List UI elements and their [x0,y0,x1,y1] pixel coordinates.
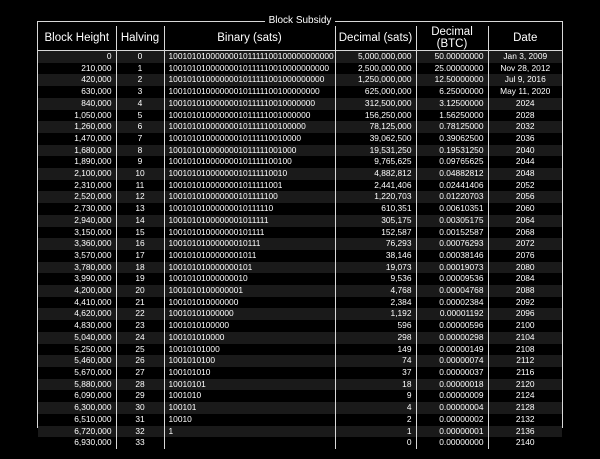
cell-decimal-sats: 1,220,703 [335,191,416,203]
cell-decimal-sats: 4 [335,402,416,414]
table-row [38,332,562,344]
cell-date: 2112 [488,355,562,367]
cell-decimal-btc: 0.00019073 [416,262,488,274]
cell-decimal-sats: 4,882,812 [335,168,416,180]
cell-halving: 26 [116,355,164,367]
cell-block-height: 1,890,000 [38,156,116,168]
cell-date: 2032 [488,121,562,133]
cell-halving: 3 [116,86,164,98]
cell-decimal-sats: 9,536 [335,273,416,285]
cell-halving: 23 [116,320,164,332]
table-row [38,98,562,110]
cell-block-height: 4,200,000 [38,285,116,297]
table-row [38,285,562,297]
table-row [38,250,562,262]
cell-date: Jan 3, 2009 [488,51,562,63]
table-row [38,355,562,367]
cell-decimal-btc: 25.00000000 [416,63,488,75]
cell-decimal-sats: 625,000,000 [335,86,416,98]
cell-binary-sats: 10010101000000010111110 [164,203,335,215]
cell-binary-sats: 10010101000 [164,344,335,356]
cell-block-height: 4,620,000 [38,308,116,320]
cell-halving: 27 [116,367,164,379]
cell-decimal-btc: 0.00000596 [416,320,488,332]
cell-decimal-btc: 0.09765625 [416,156,488,168]
cell-decimal-btc: 0.19531250 [416,145,488,157]
table-row [38,156,562,168]
cell-decimal-btc: 0.00000037 [416,367,488,379]
table-row [38,308,562,320]
cell-date: 2056 [488,191,562,203]
cell-binary-sats: 100101010000000 [164,297,335,309]
cell-halving: 2 [116,74,164,86]
cell-block-height: 3,150,000 [38,227,116,239]
cell-decimal-btc: 0.39062500 [416,133,488,145]
cell-halving: 9 [116,156,164,168]
cell-decimal-btc: 0.00004768 [416,285,488,297]
cell-date: 2088 [488,285,562,297]
table-title: Block Subsidy [265,15,336,26]
cell-decimal-sats: 152,587 [335,227,416,239]
cell-binary-sats: 100101010000000101 [164,262,335,274]
cell-binary-sats [164,437,335,449]
cell-decimal-sats: 610,351 [335,203,416,215]
cell-decimal-sats: 1,250,000,000 [335,74,416,86]
cell-decimal-sats: 156,250,000 [335,110,416,122]
cell-halving: 12 [116,191,164,203]
table-row [38,227,562,239]
cell-decimal-btc: 0.00009536 [416,273,488,285]
column-header-block-height: Block Height [38,26,116,51]
table-row [38,168,562,180]
cell-date: 2072 [488,238,562,250]
cell-block-height: 2,310,000 [38,180,116,192]
table-row [38,133,562,145]
cell-binary-sats: 10010101000000010 [164,273,335,285]
cell-decimal-btc: 0.00000074 [416,355,488,367]
cell-decimal-sats: 2,500,000,000 [335,63,416,75]
cell-block-height: 2,940,000 [38,215,116,227]
table-row [38,297,562,309]
cell-block-height: 1,260,000 [38,121,116,133]
cell-block-height: 840,000 [38,98,116,110]
cell-halving: 0 [116,51,164,63]
cell-halving: 1 [116,63,164,75]
cell-binary-sats: 1001010100000001011111001000000000 [164,74,335,86]
cell-decimal-btc: 0.00000004 [416,402,488,414]
cell-block-height: 2,100,000 [38,168,116,180]
cell-date: 2080 [488,262,562,274]
cell-binary-sats: 10010101 [164,379,335,391]
table-row [38,390,562,402]
cell-halving: 31 [116,414,164,426]
table-row [38,344,562,356]
cell-binary-sats: 1001010100000001011111 [164,215,335,227]
cell-date: Nov 28, 2012 [488,63,562,75]
cell-block-height: 6,720,000 [38,426,116,438]
table-row [38,262,562,274]
cell-date: 2120 [488,379,562,391]
cell-block-height: 2,730,000 [38,203,116,215]
cell-binary-sats: 10010101000000010111110010000 [164,133,335,145]
cell-decimal-sats: 9 [335,390,416,402]
table-row [38,51,562,63]
cell-binary-sats: 100101010000000101111100100000000000 [164,51,335,63]
cell-binary-sats: 10010101000000 [164,308,335,320]
cell-decimal-btc: 0.00002384 [416,297,488,309]
cell-decimal-sats: 18 [335,379,416,391]
cell-date: 2024 [488,98,562,110]
cell-date: 2116 [488,367,562,379]
table-row [38,180,562,192]
table-row [38,402,562,414]
cell-halving: 6 [116,121,164,133]
cell-block-height: 5,460,000 [38,355,116,367]
cell-decimal-btc: 12.50000000 [416,74,488,86]
column-header-date: Date [488,26,562,51]
cell-binary-sats: 10010101000000010111110010 [164,168,335,180]
table-row [38,238,562,250]
cell-block-height: 4,830,000 [38,320,116,332]
cell-date: 2108 [488,344,562,356]
cell-binary-sats: 1001010100000001011111001 [164,180,335,192]
cell-binary-sats: 10010101000000010111 [164,238,335,250]
cell-decimal-btc: 0.78125000 [416,121,488,133]
cell-halving: 18 [116,262,164,274]
cell-block-height: 420,000 [38,74,116,86]
cell-decimal-btc: 6.25000000 [416,86,488,98]
cell-binary-sats: 100101010 [164,367,335,379]
cell-binary-sats: 1001010100000001011111001000 [164,145,335,157]
cell-binary-sats: 100101010000000101111100100 [164,156,335,168]
block-subsidy-table [38,26,562,449]
cell-date: 2068 [488,227,562,239]
cell-decimal-btc: 1.56250000 [416,110,488,122]
cell-halving: 25 [116,344,164,356]
cell-decimal-btc: 0.00076293 [416,238,488,250]
cell-decimal-btc: 0.00152587 [416,227,488,239]
cell-block-height: 3,780,000 [38,262,116,274]
cell-halving: 14 [116,215,164,227]
cell-date: 2096 [488,308,562,320]
cell-date: 2128 [488,402,562,414]
cell-block-height: 6,090,000 [38,390,116,402]
cell-decimal-btc: 0.02441406 [416,180,488,192]
cell-decimal-sats: 76,293 [335,238,416,250]
cell-decimal-sats: 0 [335,437,416,449]
cell-binary-sats: 1001010100000001011 [164,250,335,262]
cell-decimal-sats: 1 [335,426,416,438]
cell-binary-sats: 100101010000000101111100100000 [164,121,335,133]
table-row [38,379,562,391]
cell-block-height: 3,570,000 [38,250,116,262]
cell-date: 2100 [488,320,562,332]
cell-decimal-sats: 37 [335,367,416,379]
cell-binary-sats: 10010101000000010111110010000000 [164,98,335,110]
cell-decimal-sats: 5,000,000,000 [335,51,416,63]
cell-halving: 28 [116,379,164,391]
cell-decimal-sats: 149 [335,344,416,356]
cell-halving: 7 [116,133,164,145]
cell-halving: 20 [116,285,164,297]
cell-date: 2076 [488,250,562,262]
cell-decimal-sats: 9,765,625 [335,156,416,168]
table-row [38,110,562,122]
cell-block-height: 6,510,000 [38,414,116,426]
cell-decimal-btc: 0.00000000 [416,437,488,449]
cell-decimal-btc: 0.04882812 [416,168,488,180]
column-header-halving: Halving [116,26,164,51]
table-row [38,273,562,285]
cell-binary-sats: 1001010100 [164,355,335,367]
cell-decimal-sats: 19,073 [335,262,416,274]
cell-binary-sats: 1001010100000001 [164,285,335,297]
cell-binary-sats: 1001010 [164,390,335,402]
cell-halving: 24 [116,332,164,344]
cell-binary-sats: 100101010000000101111100 [164,191,335,203]
cell-block-height: 3,990,000 [38,273,116,285]
cell-binary-sats: 1 [164,426,335,438]
cell-decimal-sats: 38,146 [335,250,416,262]
table-row [38,437,562,449]
cell-binary-sats: 10010 [164,414,335,426]
cell-block-height: 6,930,000 [38,437,116,449]
cell-date: 2084 [488,273,562,285]
cell-halving: 11 [116,180,164,192]
table-body [38,51,562,449]
cell-decimal-sats: 305,175 [335,215,416,227]
cell-date: 2136 [488,426,562,438]
cell-block-height: 630,000 [38,86,116,98]
cell-decimal-sats: 2,384 [335,297,416,309]
cell-decimal-btc: 0.00000002 [416,414,488,426]
cell-block-height: 2,520,000 [38,191,116,203]
cell-decimal-btc: 0.00305175 [416,215,488,227]
cell-block-height: 3,360,000 [38,238,116,250]
cell-decimal-btc: 0.00038146 [416,250,488,262]
cell-date: 2048 [488,168,562,180]
cell-decimal-btc: 0.00001192 [416,308,488,320]
cell-date: 2040 [488,145,562,157]
cell-binary-sats: 100101010000 [164,332,335,344]
cell-date: 2052 [488,180,562,192]
cell-binary-sats: 1001010100000 [164,320,335,332]
cell-decimal-sats: 39,062,500 [335,133,416,145]
cell-block-height: 1,680,000 [38,145,116,157]
cell-halving: 16 [116,238,164,250]
cell-date: 2036 [488,133,562,145]
cell-decimal-sats: 78,125,000 [335,121,416,133]
cell-date: 2028 [488,110,562,122]
table-row [38,414,562,426]
cell-date: 2104 [488,332,562,344]
table-row [38,74,562,86]
cell-block-height: 0 [38,51,116,63]
cell-decimal-sats: 298 [335,332,416,344]
cell-decimal-sats: 2 [335,414,416,426]
cell-decimal-btc: 0.01220703 [416,191,488,203]
table-row [38,215,562,227]
cell-halving: 4 [116,98,164,110]
cell-date: 2092 [488,297,562,309]
cell-date: 2132 [488,414,562,426]
cell-halving: 5 [116,110,164,122]
cell-binary-sats: 100101010000000101111 [164,227,335,239]
cell-binary-sats: 100101010000000101111100100000000 [164,86,335,98]
table-row [38,426,562,438]
cell-block-height: 5,880,000 [38,379,116,391]
table-row [38,145,562,157]
cell-block-height: 1,050,000 [38,110,116,122]
cell-halving: 22 [116,308,164,320]
cell-decimal-sats: 2,441,406 [335,180,416,192]
cell-halving: 30 [116,402,164,414]
cell-halving: 13 [116,203,164,215]
cell-halving: 33 [116,437,164,449]
cell-decimal-btc: 50.00000000 [416,51,488,63]
cell-halving: 19 [116,273,164,285]
cell-binary-sats: 1001010100000001011111001000000 [164,110,335,122]
cell-halving: 8 [116,145,164,157]
column-header-decimal-sats: Decimal (sats) [335,26,416,51]
table-row [38,320,562,332]
table-row [38,121,562,133]
cell-decimal-sats: 4,768 [335,285,416,297]
cell-block-height: 1,470,000 [38,133,116,145]
cell-decimal-btc: 3.12500000 [416,98,488,110]
cell-halving: 29 [116,390,164,402]
cell-block-height: 5,670,000 [38,367,116,379]
column-header-decimal-btc: Decimal (BTC) [416,26,488,51]
cell-block-height: 4,410,000 [38,297,116,309]
cell-decimal-btc: 0.00000018 [416,379,488,391]
table-row [38,86,562,98]
cell-decimal-btc: 0.00000298 [416,332,488,344]
cell-block-height: 210,000 [38,63,116,75]
cell-halving: 21 [116,297,164,309]
cell-decimal-btc: 0.00000009 [416,390,488,402]
cell-date: 2140 [488,437,562,449]
cell-date: 2064 [488,215,562,227]
cell-date: May 11, 2020 [488,86,562,98]
column-header-binary-sats: Binary (sats) [164,26,335,51]
cell-block-height: 5,040,000 [38,332,116,344]
cell-decimal-btc: 0.00000001 [416,426,488,438]
cell-date: Jul 9, 2016 [488,74,562,86]
cell-decimal-sats: 596 [335,320,416,332]
cell-date: 2124 [488,390,562,402]
table-row [38,63,562,75]
table-row [38,191,562,203]
cell-binary-sats: 10010101000000010111110010000000000 [164,63,335,75]
table-header-row [38,26,562,51]
cell-decimal-btc: 0.00000149 [416,344,488,356]
cell-decimal-sats: 19,531,250 [335,145,416,157]
cell-decimal-sats: 1,192 [335,308,416,320]
cell-block-height: 5,250,000 [38,344,116,356]
cell-halving: 32 [116,426,164,438]
cell-halving: 10 [116,168,164,180]
cell-block-height: 6,300,000 [38,402,116,414]
cell-decimal-btc: 0.00610351 [416,203,488,215]
table-row [38,203,562,215]
cell-halving: 17 [116,250,164,262]
cell-halving: 15 [116,227,164,239]
cell-decimal-sats: 74 [335,355,416,367]
cell-date: 2044 [488,156,562,168]
cell-date: 2060 [488,203,562,215]
cell-binary-sats: 100101 [164,402,335,414]
table-row [38,367,562,379]
cell-decimal-sats: 312,500,000 [335,98,416,110]
